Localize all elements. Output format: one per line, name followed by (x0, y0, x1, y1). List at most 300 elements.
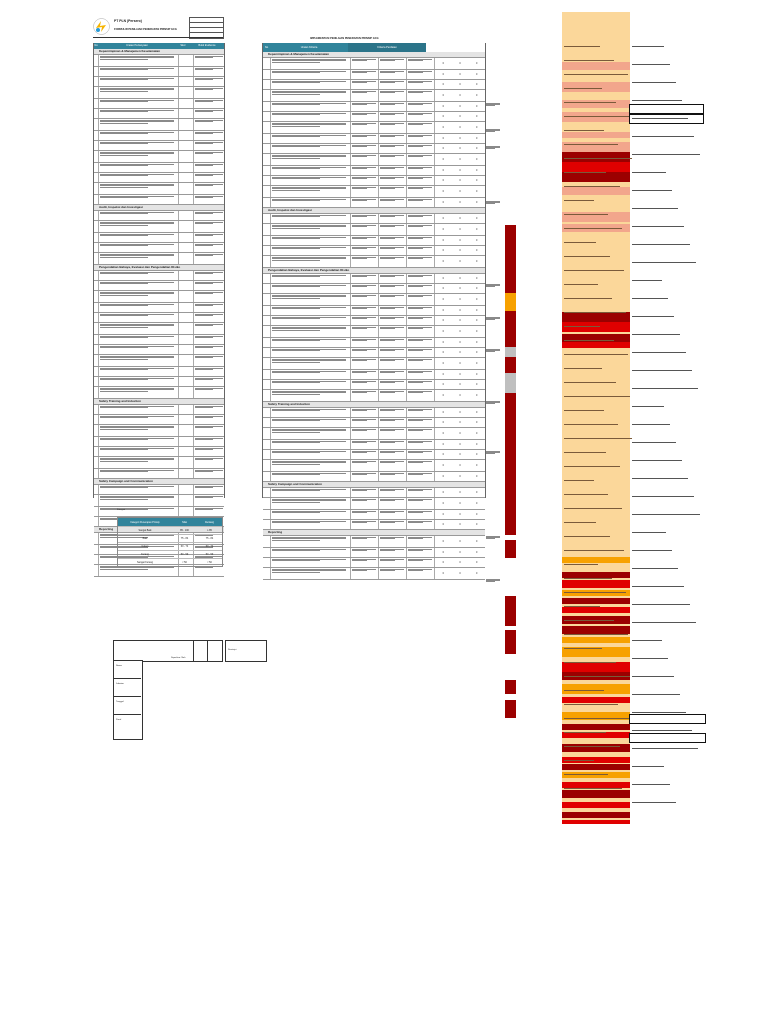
panel-row (562, 580, 630, 588)
note-line (632, 280, 662, 281)
panel-text-line (564, 60, 614, 61)
strip-segment (505, 505, 516, 535)
panel-text-line (564, 676, 630, 677)
section-header: Safety Campaign and Communication (94, 479, 224, 485)
highlight-box (629, 733, 706, 743)
table-row (94, 221, 224, 233)
panel-text-line (564, 228, 622, 229)
note-snippet (486, 578, 500, 583)
table-row (94, 151, 224, 163)
table-row: 0 0 0 (263, 306, 485, 316)
note-line (632, 784, 670, 785)
panel-row (562, 62, 630, 70)
table-row: 0 0 0 (263, 520, 485, 530)
mid-title: IMPLEMENTASI PENILAIAN PENERAPAN PRINSIP GCG (310, 37, 379, 40)
section-header: Pengendalian Bahaya, Evaluasi dan Pengendalian Risiko (263, 268, 485, 274)
section-header: Audit, Inspeksi dan Investigasi (263, 208, 485, 214)
legend-col-range: Rentang (204, 520, 215, 524)
panel-text-line (564, 718, 632, 719)
panel-text-line (564, 46, 600, 47)
panel-row (562, 152, 630, 162)
note-line (632, 658, 668, 659)
note-line (632, 550, 672, 551)
table-row (94, 323, 224, 335)
table-row (94, 173, 224, 183)
strip-segment (505, 596, 516, 626)
strip-segment (505, 347, 516, 357)
table-row (94, 469, 224, 479)
table-row (94, 119, 224, 131)
panel-text-line (564, 424, 618, 425)
mid-col-no: No (264, 46, 269, 49)
note-line (632, 568, 678, 569)
table-row (94, 345, 224, 355)
panel-text-line (564, 494, 608, 495)
section-header: Safety Campaign and Communication (263, 482, 485, 488)
panel-text-line (564, 788, 622, 789)
note-snippet (486, 102, 500, 107)
table-row: 0 0 0 (263, 166, 485, 176)
note-line (632, 676, 674, 677)
table-row: 0 0 0 (263, 246, 485, 256)
panel-row (562, 334, 630, 342)
doc-info-4 (189, 32, 224, 39)
section-header: Reporting (263, 530, 485, 536)
table-row (94, 485, 224, 495)
note-snippet (486, 200, 500, 205)
table-row: 0 0 0 (263, 370, 485, 380)
panel-text-line (564, 214, 608, 215)
strip-segment (505, 411, 516, 435)
pln-logo (93, 18, 110, 35)
note-line (632, 748, 698, 749)
strip-segment (505, 225, 516, 265)
note-line (632, 136, 694, 137)
note-line (632, 802, 676, 803)
table-row: 0 0 0 (263, 558, 485, 568)
note-line (632, 442, 676, 443)
highlight-box (629, 714, 706, 724)
panel-row (562, 764, 630, 770)
panel-text-line (564, 592, 626, 593)
panel-text-line (564, 102, 616, 103)
legend-row (118, 550, 222, 558)
signature-block (113, 640, 265, 738)
legend-b: < 50 (207, 561, 212, 564)
legend-row (118, 534, 222, 542)
note-line (632, 604, 690, 605)
panel-text-line (564, 760, 594, 761)
legend-name: Sangat Kurang (137, 561, 153, 564)
table-row: 0 0 0 (263, 256, 485, 268)
strip-segment (505, 393, 516, 411)
table-row (94, 437, 224, 447)
panel-row (562, 112, 630, 122)
panel-row (562, 312, 630, 322)
table-row (94, 55, 224, 67)
table-row (94, 87, 224, 99)
table-row: 0 0 0 (263, 338, 485, 348)
strip-segment (505, 700, 516, 718)
section-header: Pengendalian Bahaya, Evaluasi dan Pengendalian Risiko (94, 265, 224, 271)
table-row (94, 303, 224, 313)
panel-text-line (564, 564, 598, 565)
panel-text-line (564, 74, 628, 75)
note-line (632, 424, 670, 425)
legend-row (118, 558, 222, 566)
note-line (632, 766, 664, 767)
panel-text-line (564, 298, 612, 299)
panel-row (562, 772, 630, 778)
table-row: 0 0 0 (263, 134, 485, 144)
table-row (94, 405, 224, 415)
legend-a: 50 - 59 (180, 553, 189, 556)
note-line (632, 100, 682, 101)
table-row: 0 0 0 (263, 236, 485, 246)
panel-row (562, 557, 630, 563)
highlight-box (629, 114, 704, 124)
table-row: 0 0 0 (263, 498, 485, 510)
panel-text-line (564, 382, 616, 383)
panel-text-line (564, 522, 596, 523)
panel-row (562, 812, 630, 818)
table-row: 0 0 0 (263, 548, 485, 558)
table-row: 0 0 0 (263, 80, 485, 90)
company-name: PT PLN (Persero) (114, 19, 142, 23)
highlight-box (629, 104, 704, 114)
note-line (632, 118, 688, 119)
table-row (94, 77, 224, 87)
section-header: Safety Training and Induction (263, 402, 485, 408)
panel-text-line (564, 704, 618, 705)
panel-text-line (564, 130, 604, 131)
panel-row (562, 162, 630, 172)
legend-a: < 50 (182, 561, 187, 564)
table-row: 0 0 0 (263, 198, 485, 208)
panel-text-line (564, 438, 632, 439)
form-title: FORMULIR PENILAIAN PENERAPAN PRINSIP GCG (114, 28, 177, 31)
note-line (632, 46, 664, 47)
note-line (632, 514, 700, 515)
col-question: Uraian Pertanyaan (126, 44, 148, 47)
table-row: 0 0 0 (263, 348, 485, 358)
strip-segment (505, 630, 516, 642)
panel-row (562, 626, 630, 634)
panel-row (562, 322, 630, 332)
section-header: Safety Training and Induction (94, 399, 224, 405)
legend-name: Baik (142, 537, 148, 540)
table-row: 0 0 0 (263, 316, 485, 326)
sig-cell-3 (207, 640, 223, 662)
panel-row (562, 598, 630, 604)
note-line (632, 334, 680, 335)
legend-col-value: Nilai (182, 520, 187, 524)
col-no: No (94, 44, 98, 47)
note-line (632, 712, 686, 713)
panel-text-line (564, 690, 604, 691)
table-row: 0 0 0 (263, 428, 485, 440)
note-line (632, 478, 688, 479)
right-evaluation-panel (562, 12, 630, 820)
panel-text-line (564, 508, 622, 509)
mid-criteria-table (262, 43, 486, 575)
table-row (94, 243, 224, 253)
table-row (94, 233, 224, 243)
table-row (94, 67, 224, 77)
panel-row (562, 607, 630, 613)
panel-text-line (564, 396, 630, 397)
panel-row (562, 342, 630, 348)
note-line (632, 352, 686, 353)
legend-title: Kategori (117, 509, 126, 511)
note-line (632, 172, 666, 173)
table-row (94, 253, 224, 265)
form-header (93, 17, 223, 37)
table-row (94, 109, 224, 119)
panel-row (562, 132, 630, 138)
panel-row (562, 82, 630, 92)
panel-row (562, 697, 630, 703)
sig-cell-4 (225, 640, 267, 662)
legend-a: 75 - 84 (180, 537, 189, 540)
note-line (632, 298, 668, 299)
category-legend (117, 517, 223, 567)
table-row (94, 195, 224, 205)
panel-text-line (564, 774, 608, 775)
panel-text-line (564, 312, 626, 313)
table-row (94, 377, 224, 387)
table-row (94, 457, 224, 469)
legend-row (118, 542, 222, 550)
table-row: 0 0 0 (263, 390, 485, 402)
table-row (94, 425, 224, 437)
note-line (632, 388, 698, 389)
note-snippet (486, 128, 500, 133)
panel-text-line (564, 452, 606, 453)
note-line (632, 370, 692, 371)
panel-row (562, 712, 630, 720)
table-row: 0 0 0 (263, 176, 485, 186)
note-snippet (486, 535, 500, 540)
table-row (94, 447, 224, 457)
table-row: 0 0 0 (263, 568, 485, 580)
table-row: 0 0 0 (263, 90, 485, 102)
mid-col-scores (426, 43, 485, 52)
col-evidence: Bukti Evidence (198, 44, 216, 47)
strip-segment (505, 357, 516, 373)
note-snippet (486, 400, 500, 405)
panel-row (562, 637, 630, 643)
table-row (94, 211, 224, 221)
note-line (632, 208, 678, 209)
panel-text-line (564, 270, 624, 271)
legend-b: 75 - 84 (205, 537, 214, 540)
panel-row (562, 820, 630, 824)
table-row (94, 163, 224, 173)
note-line (632, 586, 684, 587)
legend-row (118, 526, 222, 534)
strip-segment (505, 293, 516, 311)
note-line (632, 532, 666, 533)
table-row: 0 0 0 (263, 408, 485, 418)
table-row (94, 183, 224, 195)
table-row: 0 0 0 (263, 274, 485, 284)
table-row: 0 0 0 (263, 418, 485, 428)
panel-text-line (564, 284, 598, 285)
sig-label-2: Disetujui (228, 649, 237, 651)
legend-a: 60 - 74 (180, 545, 189, 548)
table-row: 0 0 0 (263, 488, 485, 498)
sig-row-3: Tanggal (116, 701, 124, 703)
table-row: 0 0 0 (263, 144, 485, 154)
panel-text-line (564, 158, 632, 159)
table-row: 0 0 0 (263, 58, 485, 70)
note-line (632, 226, 684, 227)
legend-name: Kurang (141, 553, 149, 556)
panel-text-line (564, 536, 610, 537)
note-snippet (486, 283, 500, 288)
panel-text-line (564, 620, 614, 621)
legend-b: 60 - 74 (205, 545, 214, 548)
panel-text-line (564, 634, 628, 635)
note-line (632, 154, 700, 155)
legend-name: Sangat Baik (138, 529, 152, 532)
table-row: 0 0 0 (263, 214, 485, 224)
strip-segment (505, 540, 516, 558)
panel-text-line (564, 662, 616, 663)
note-line (632, 262, 696, 263)
table-row: 0 0 0 (263, 294, 485, 306)
table-row (94, 415, 224, 425)
header-divider (93, 37, 223, 38)
note-line (632, 622, 696, 623)
panel-text-line (564, 172, 606, 173)
panel-text-line (564, 200, 594, 201)
legend-a: 85 - 100 (180, 529, 189, 532)
panel-text-line (564, 186, 620, 187)
table-row: 0 0 0 (263, 102, 485, 112)
table-row: 0 0 0 (263, 224, 485, 236)
table-row (94, 131, 224, 141)
panel-text-line (564, 466, 620, 467)
panel-row (562, 187, 630, 195)
legend-col-category: Kategori Penerapan Prinsip (130, 520, 160, 524)
panel-text-line (564, 550, 624, 551)
legend-b: 50 - 59 (205, 553, 214, 556)
table-row: 0 0 0 (263, 122, 485, 134)
note-line (632, 460, 682, 461)
sig-row-4: Paraf (116, 719, 122, 721)
strip-segment (505, 329, 516, 347)
table-row: 0 0 0 (263, 358, 485, 370)
strip-segment (505, 642, 516, 654)
panel-row (562, 732, 630, 738)
col-score: Skor (180, 44, 186, 47)
table-row (94, 507, 224, 517)
panel-text-line (564, 326, 600, 327)
note-snippet (486, 348, 500, 353)
section-header: Kepemimpinan & Manajemen Keselamatan (94, 49, 224, 55)
panel-text-line (564, 410, 604, 411)
table-row (94, 367, 224, 377)
panel-row (562, 790, 630, 798)
panel-text-line (564, 368, 602, 369)
mid-col-criteria: Uraian Kriteria (300, 46, 318, 49)
panel-text-line (564, 746, 620, 747)
note-line (632, 406, 664, 407)
panel-text-line (564, 88, 602, 89)
legend-header (118, 518, 222, 526)
table-row: 0 0 0 (263, 380, 485, 390)
panel-row (562, 172, 630, 182)
panel-text-line (564, 354, 628, 355)
section-header: Audit, Inspeksi dan Investigasi (94, 205, 224, 211)
panel-text-line (564, 340, 614, 341)
sig-names (113, 660, 143, 740)
table-row (94, 271, 224, 281)
note-line (632, 64, 670, 65)
mid-col-group: Kriteria Penilaian (348, 43, 426, 52)
panel-row (562, 590, 630, 596)
table-row (94, 141, 224, 151)
note-line (632, 694, 680, 695)
table-row: 0 0 0 (263, 112, 485, 122)
strip-segment (505, 265, 516, 293)
table-row: 0 0 0 (263, 154, 485, 166)
panel-row (562, 802, 630, 808)
sig-row-2: Jabatan (116, 683, 124, 685)
panel-text-line (564, 242, 596, 243)
table-row: 0 0 0 (263, 284, 485, 294)
panel-text-line (564, 648, 602, 649)
panel-row (562, 662, 630, 672)
note-line (632, 640, 662, 641)
table-row: 0 0 0 (263, 450, 485, 460)
table-row: 0 0 0 (263, 460, 485, 472)
sig-cell-label (113, 640, 195, 662)
note-snippet (486, 316, 500, 321)
section-header: Reporting (94, 527, 224, 533)
note-line (632, 244, 690, 245)
table-row: 0 0 0 (263, 70, 485, 80)
table-row: 0 0 0 (263, 472, 485, 482)
table-row (94, 99, 224, 109)
sig-label-1: Diperiksa Oleh (171, 657, 186, 659)
panel-text-line (564, 256, 610, 257)
panel-text-line (564, 578, 612, 579)
section-header: Kepemimpinan & Manajemen Keselamatan (263, 52, 485, 58)
table-row: 0 0 0 (263, 186, 485, 198)
table-row (94, 335, 224, 345)
panel-row (562, 724, 630, 730)
sig-row-1: Nama (116, 665, 122, 667)
table-row (94, 313, 224, 323)
table-row (94, 281, 224, 291)
table-row (94, 495, 224, 507)
panel-text-line (564, 144, 618, 145)
table-row (94, 291, 224, 303)
note-line (632, 316, 674, 317)
strip-segment (505, 475, 516, 505)
panel-row (562, 684, 630, 694)
table-row (94, 387, 224, 399)
legend-name: Cukup (141, 545, 149, 548)
panel-text-line (564, 606, 600, 607)
strip-segment (505, 373, 516, 393)
table-row: 0 0 0 (263, 326, 485, 338)
strip-segment (505, 680, 516, 694)
table-row: 0 0 0 (263, 440, 485, 450)
